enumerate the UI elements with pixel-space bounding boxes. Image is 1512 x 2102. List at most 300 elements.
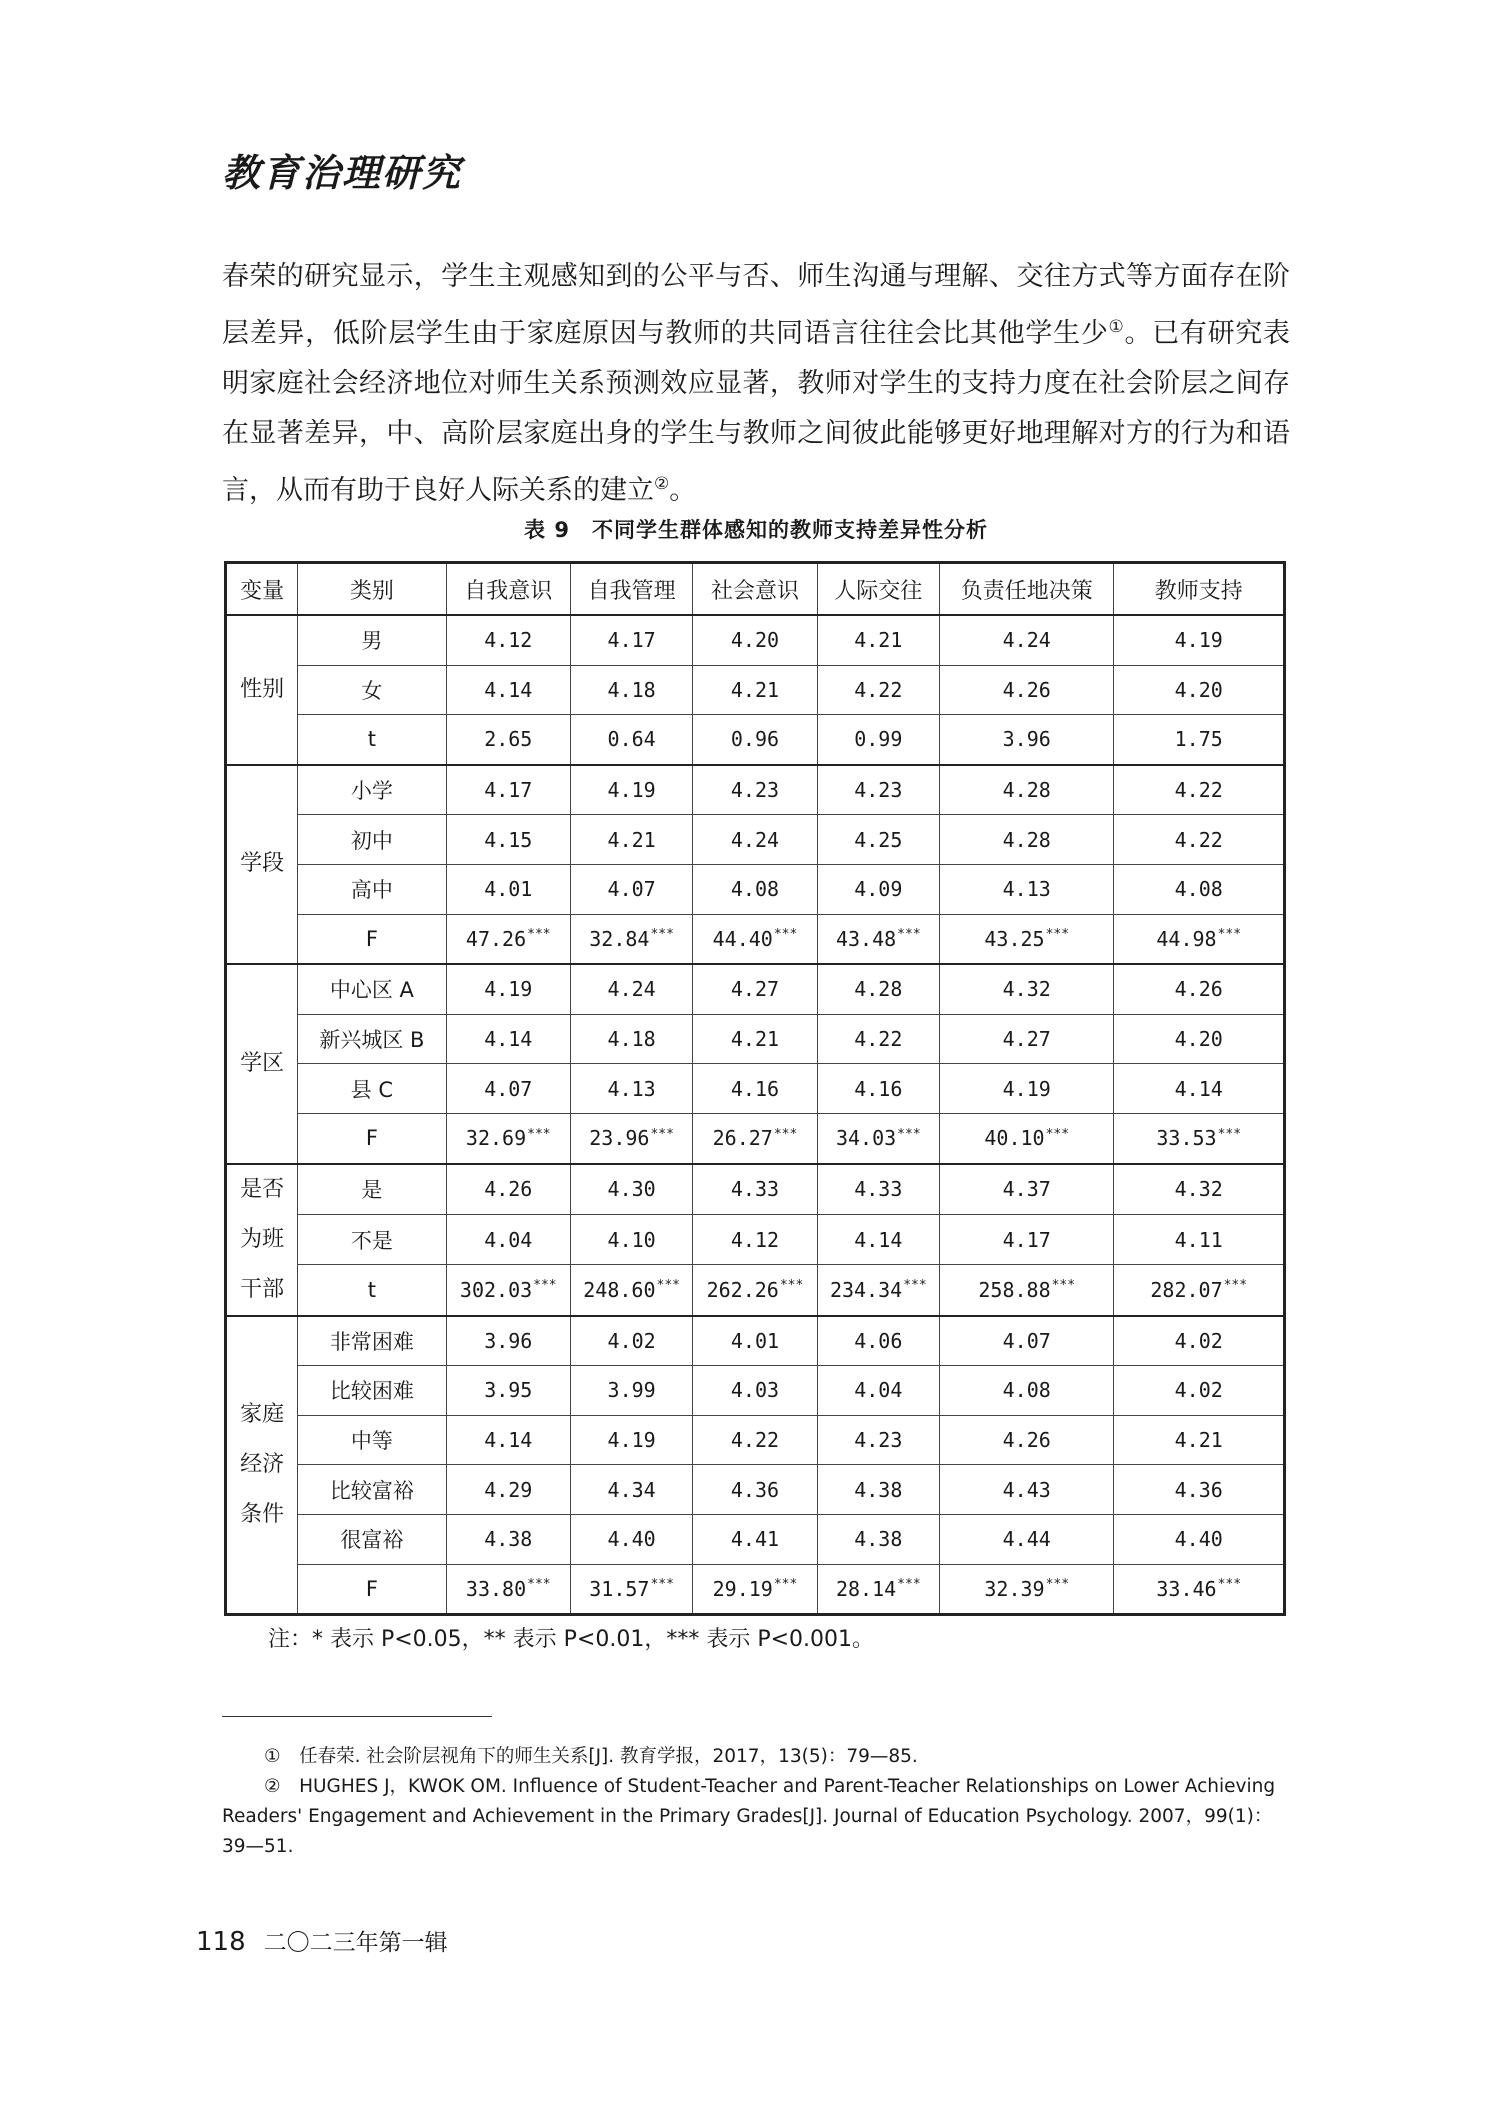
- value-cell: [693, 1164, 817, 1215]
- table-row: [226, 715, 1285, 765]
- value-cell: [570, 1465, 692, 1515]
- value-text: 28.14: [835, 1576, 897, 1601]
- value-cell: [1114, 964, 1285, 1014]
- value-cell: [446, 815, 570, 865]
- value-cell: [570, 1265, 692, 1316]
- significance-mark: ***: [773, 1577, 798, 1593]
- value-cell: [817, 914, 939, 964]
- value-cell: [817, 1514, 939, 1564]
- value-cell: [1114, 1316, 1285, 1366]
- table-row: [226, 615, 1285, 665]
- value-cell: [817, 1014, 939, 1064]
- value-text: 4.11: [1174, 1227, 1223, 1252]
- value-text: 4.10: [607, 1227, 656, 1252]
- value-text: 4.07: [1002, 1328, 1051, 1353]
- category-cell: 比较富裕: [298, 1465, 446, 1515]
- value-cell: [446, 1415, 570, 1465]
- value-text: 34.03: [835, 1126, 897, 1151]
- paragraph-text: 春荣的研究显示，学生主观感知到的公平与否、师生沟通与理解、交往方式等方面存在阶层差异，低阶层学生由于家庭原因与教师的共同语言往往会比其他学生少: [222, 261, 1290, 349]
- value-cell: [446, 1164, 570, 1215]
- value-text: 4.43: [1002, 1477, 1051, 1502]
- value-cell: [446, 1064, 570, 1114]
- table-row: [226, 1564, 1285, 1615]
- value-text: 4.18: [607, 677, 656, 702]
- value-text: 4.22: [854, 677, 903, 702]
- value-cell: [939, 1113, 1113, 1163]
- category-cell: 不是: [298, 1214, 446, 1264]
- value-text: 4.19: [1174, 628, 1223, 653]
- value-text: 4.13: [607, 1076, 656, 1101]
- value-cell: [446, 765, 570, 815]
- value-text: 4.36: [730, 1477, 780, 1502]
- value-text: 4.21: [607, 827, 656, 852]
- table-group: [226, 765, 1285, 964]
- table-row: [226, 1014, 1285, 1064]
- value-cell: [939, 665, 1113, 715]
- significance-mark: ***: [1051, 1278, 1076, 1294]
- table-row: [226, 1164, 1285, 1215]
- value-cell: [570, 1564, 692, 1615]
- value-text: 4.13: [1002, 877, 1051, 902]
- value-cell: [693, 1064, 817, 1114]
- value-text: 31.57: [589, 1576, 650, 1601]
- value-cell: [570, 864, 692, 914]
- value-text: 4.23: [854, 1428, 903, 1453]
- value-cell: [693, 1214, 817, 1264]
- value-cell: [1114, 1164, 1285, 1215]
- value-text: 4.20: [1174, 1027, 1223, 1052]
- value-text: 3.96: [1002, 727, 1051, 752]
- value-cell: [1114, 1415, 1285, 1465]
- category-cell: 男: [298, 615, 446, 665]
- value-text: 4.07: [607, 877, 656, 902]
- value-cell: [939, 765, 1113, 815]
- value-text: 4.04: [484, 1227, 533, 1252]
- variable-cell: 性别: [226, 615, 298, 765]
- value-text: 4.02: [1174, 1328, 1223, 1353]
- footnote-ref-1: ①: [1108, 317, 1125, 337]
- value-cell: [817, 1214, 939, 1264]
- value-text: 4.14: [1174, 1076, 1223, 1101]
- value-cell: [1114, 615, 1285, 665]
- value-text: 282.07: [1150, 1277, 1223, 1302]
- value-text: 4.09: [854, 877, 903, 902]
- table-row: [226, 864, 1285, 914]
- footnote-2: ② HUGHES J，KWOK OM. Influence of Student-Teacher and Parent-Teacher Relationships on Lower Achieving Readers' Engagement and Achievement in the Primary Grades[J]. Journal of Education Psychology. 2007，99(1)：39—51.: [222, 1776, 1276, 1857]
- value-text: 4.02: [607, 1328, 656, 1353]
- table-group: [226, 1316, 1285, 1615]
- column-header: 负责任地决策: [939, 563, 1113, 616]
- category-cell: F: [298, 1113, 446, 1163]
- column-header: 自我管理: [570, 563, 692, 616]
- value-cell: [939, 1014, 1113, 1064]
- value-text: 4.21: [730, 677, 780, 702]
- value-cell: [817, 864, 939, 914]
- value-cell: [693, 715, 817, 765]
- table-caption: 表 9 不同学生群体感知的教师支持差异性分析: [524, 518, 988, 542]
- value-cell: [1114, 1514, 1285, 1564]
- significance-mark: ***: [650, 1577, 674, 1593]
- value-text: 4.29: [484, 1477, 533, 1502]
- value-cell: [1114, 1113, 1285, 1163]
- value-text: 4.28: [854, 977, 903, 1002]
- body-paragraph: [222, 252, 1290, 516]
- value-text: 4.08: [1174, 877, 1223, 902]
- paragraph-text-cont: 。已有研究表明家庭社会经济地位对师生关系预测效应显著，教师对学生的支持力度在社会阶层之间存在显著差异，中、高阶层家庭出身的学生与教师之间彼此能够更好地理解对方的行为和语言，从而有助于良好人际关系的建立: [222, 318, 1291, 506]
- value-cell: [817, 1164, 939, 1215]
- value-cell: [817, 1265, 939, 1316]
- value-cell: [693, 615, 817, 665]
- category-cell: 小学: [298, 765, 446, 815]
- value-text: 4.28: [1002, 827, 1051, 852]
- value-text: 4.19: [607, 778, 656, 803]
- value-cell: [693, 815, 817, 865]
- value-text: 4.27: [730, 977, 780, 1002]
- significance-mark: ***: [1217, 1577, 1242, 1593]
- value-text: 4.19: [484, 977, 533, 1002]
- value-cell: [693, 1316, 817, 1366]
- value-text: 4.15: [484, 827, 533, 852]
- value-text: 4.14: [484, 1027, 533, 1052]
- significance-mark: ***: [779, 1278, 804, 1294]
- value-cell: [570, 1164, 692, 1215]
- value-text: 4.08: [1002, 1378, 1051, 1403]
- value-cell: [1114, 914, 1285, 964]
- variable-cell: 是否 为班 干部: [226, 1164, 298, 1316]
- value-text: 4.36: [1174, 1477, 1223, 1502]
- value-text: 44.98: [1156, 926, 1217, 951]
- significance-mark: ***: [1045, 1126, 1070, 1142]
- value-cell: [446, 1366, 570, 1416]
- table-row: [226, 964, 1285, 1014]
- value-text: 43.48: [835, 926, 897, 951]
- value-cell: [817, 1316, 939, 1366]
- value-text: 4.40: [607, 1527, 656, 1552]
- significance-mark: ***: [656, 1278, 680, 1294]
- value-text: 4.26: [1002, 677, 1051, 702]
- value-text: 4.06: [854, 1328, 903, 1353]
- value-cell: [1114, 1564, 1285, 1615]
- value-cell: [817, 964, 939, 1014]
- value-text: 32.84: [589, 926, 650, 951]
- value-cell: [817, 815, 939, 865]
- value-cell: [693, 1113, 817, 1163]
- table-group: [226, 615, 1285, 765]
- table-row: [226, 1064, 1285, 1114]
- value-cell: [817, 615, 939, 665]
- paragraph-text-end: 。: [669, 475, 697, 506]
- value-cell: [446, 1316, 570, 1366]
- value-text: 33.80: [465, 1576, 527, 1601]
- value-cell: [570, 665, 692, 715]
- value-text: 4.37: [1002, 1177, 1051, 1202]
- significance-mark: ***: [1045, 1577, 1070, 1593]
- column-header: 人际交往: [817, 563, 939, 616]
- value-cell: [1114, 665, 1285, 715]
- value-text: 248.60: [583, 1277, 656, 1302]
- category-cell: t: [298, 1265, 446, 1316]
- value-text: 4.12: [730, 1227, 780, 1252]
- value-cell: [693, 665, 817, 715]
- column-header: 自我意识: [446, 563, 570, 616]
- value-cell: [446, 1214, 570, 1264]
- significance-mark: ***: [1217, 1126, 1242, 1142]
- value-text: 4.44: [1002, 1527, 1051, 1552]
- significance-mark: ***: [533, 1278, 557, 1294]
- category-cell: 很富裕: [298, 1514, 446, 1564]
- value-text: 4.02: [1174, 1378, 1223, 1403]
- variable-cell: 学段: [226, 765, 298, 964]
- value-cell: [446, 665, 570, 715]
- value-text: 4.17: [484, 778, 533, 803]
- value-text: 302.03: [459, 1277, 533, 1302]
- value-cell: [817, 1064, 939, 1114]
- value-text: 4.19: [1002, 1076, 1051, 1101]
- category-cell: t: [298, 715, 446, 765]
- value-cell: [693, 1564, 817, 1615]
- value-text: 43.25: [984, 926, 1045, 951]
- value-cell: [939, 1564, 1113, 1615]
- value-cell: [570, 1415, 692, 1465]
- value-text: 4.20: [730, 628, 780, 653]
- value-cell: [1114, 765, 1285, 815]
- value-cell: [939, 1366, 1113, 1416]
- value-cell: [693, 864, 817, 914]
- significance-mark: ***: [650, 1126, 674, 1142]
- issue-label: 二〇二三年第一辑: [263, 1930, 448, 1956]
- table-row: [226, 1415, 1285, 1465]
- value-cell: [693, 1366, 817, 1416]
- value-text: 4.30: [607, 1177, 656, 1202]
- value-text: 4.12: [484, 628, 533, 653]
- significance-mark: ***: [527, 1577, 551, 1593]
- value-text: 4.23: [730, 778, 780, 803]
- value-cell: [939, 1316, 1113, 1366]
- significance-mark: ***: [897, 927, 921, 943]
- value-text: 4.08: [730, 877, 780, 902]
- value-text: 262.26: [706, 1277, 779, 1302]
- value-text: 4.25: [854, 827, 903, 852]
- value-cell: [1114, 1366, 1285, 1416]
- value-text: 4.32: [1174, 1177, 1223, 1202]
- value-text: 4.04: [854, 1378, 903, 1403]
- value-cell: [570, 715, 692, 765]
- value-cell: [446, 1514, 570, 1564]
- footnote-ref-2: ②: [654, 474, 670, 494]
- table-row: [226, 1265, 1285, 1316]
- value-cell: [939, 615, 1113, 665]
- footnote-1: ① 任春荣. 社会阶层视角下的师生关系[J]. 教育学报，2017，13(5)：79—85.: [264, 1746, 918, 1767]
- table-row: [226, 1316, 1285, 1366]
- value-cell: [446, 1014, 570, 1064]
- value-text: 4.22: [854, 1027, 903, 1052]
- column-header: 教师支持: [1114, 563, 1285, 616]
- value-text: 29.19: [712, 1576, 773, 1601]
- value-text: 4.03: [730, 1378, 780, 1403]
- value-cell: [817, 1465, 939, 1515]
- value-cell: [570, 1014, 692, 1064]
- value-text: 47.26: [465, 926, 527, 951]
- value-cell: [446, 1113, 570, 1163]
- value-cell: [446, 964, 570, 1014]
- table-row: [226, 1366, 1285, 1416]
- value-text: 3.99: [607, 1378, 656, 1403]
- table-row: [226, 765, 1285, 815]
- significance-mark: ***: [903, 1278, 927, 1294]
- value-text: 4.28: [1002, 778, 1051, 803]
- value-cell: [570, 615, 692, 665]
- value-cell: [570, 815, 692, 865]
- value-cell: [817, 1564, 939, 1615]
- value-text: 258.88: [978, 1277, 1051, 1302]
- value-cell: [939, 964, 1113, 1014]
- value-text: 4.22: [730, 1428, 780, 1453]
- category-cell: 比较困难: [298, 1366, 446, 1416]
- data-table: [224, 561, 1286, 1616]
- value-text: 2.65: [484, 727, 533, 752]
- footnotes: [222, 1742, 1290, 1862]
- value-cell: [693, 964, 817, 1014]
- category-cell: 高中: [298, 864, 446, 914]
- value-cell: [817, 1113, 939, 1163]
- significance-mark: ***: [650, 927, 674, 943]
- value-text: 4.19: [607, 1428, 656, 1453]
- value-text: 26.27: [712, 1126, 773, 1151]
- value-text: 4.33: [854, 1177, 903, 1202]
- column-header: 变量: [226, 563, 298, 616]
- value-text: 4.21: [854, 628, 903, 653]
- value-cell: [939, 864, 1113, 914]
- value-text: 4.14: [484, 1428, 533, 1453]
- value-text: 4.33: [730, 1177, 780, 1202]
- value-cell: [817, 1415, 939, 1465]
- value-cell: [817, 765, 939, 815]
- category-cell: 初中: [298, 815, 446, 865]
- value-text: 4.01: [484, 877, 533, 902]
- value-text: 4.01: [730, 1328, 780, 1353]
- value-cell: [570, 1514, 692, 1564]
- column-header: 社会意识: [693, 563, 817, 616]
- significance-mark: ***: [773, 1126, 798, 1142]
- value-text: 4.27: [1002, 1027, 1051, 1052]
- value-text: 4.14: [854, 1227, 903, 1252]
- footnote-divider: [222, 1716, 492, 1717]
- value-text: 4.38: [484, 1527, 533, 1552]
- value-text: 33.53: [1156, 1126, 1217, 1151]
- value-cell: [817, 1366, 939, 1416]
- value-text: 4.38: [854, 1527, 903, 1552]
- value-text: 4.17: [607, 628, 656, 653]
- table-group: [226, 964, 1285, 1163]
- significance-mark: ***: [527, 1126, 551, 1142]
- value-text: 4.18: [607, 1027, 656, 1052]
- value-cell: [939, 1265, 1113, 1316]
- value-cell: [1114, 864, 1285, 914]
- value-cell: [446, 615, 570, 665]
- value-text: 33.46: [1156, 1576, 1217, 1601]
- value-text: 4.34: [607, 1477, 656, 1502]
- value-text: 4.40: [1174, 1527, 1223, 1552]
- value-cell: [1114, 1014, 1285, 1064]
- value-text: 23.96: [589, 1126, 650, 1151]
- value-cell: [446, 1265, 570, 1316]
- value-text: 4.26: [1174, 977, 1223, 1002]
- value-cell: [1114, 1265, 1285, 1316]
- value-cell: [939, 914, 1113, 964]
- significance-mark: ***: [897, 1126, 921, 1142]
- value-cell: [939, 715, 1113, 765]
- table-row: [226, 1214, 1285, 1264]
- value-cell: [939, 1465, 1113, 1515]
- value-text: 40.10: [984, 1126, 1045, 1151]
- category-cell: 是: [298, 1164, 446, 1215]
- value-text: 4.16: [854, 1076, 903, 1101]
- variable-cell: 家庭 经济 条件: [226, 1316, 298, 1615]
- value-cell: [1114, 1465, 1285, 1515]
- value-cell: [570, 1316, 692, 1366]
- category-cell: 中心区 A: [298, 964, 446, 1014]
- value-cell: [693, 1465, 817, 1515]
- value-text: 0.64: [607, 727, 656, 752]
- column-header: 类别: [298, 563, 446, 616]
- value-text: 4.21: [730, 1027, 780, 1052]
- category-cell: F: [298, 914, 446, 964]
- value-text: 4.23: [854, 778, 903, 803]
- value-text: 4.24: [730, 827, 780, 852]
- table-row: [226, 815, 1285, 865]
- significance-mark: ***: [527, 927, 551, 943]
- variable-cell: 学区: [226, 964, 298, 1163]
- value-cell: [693, 1014, 817, 1064]
- table-note: 注：* 表示 P<0.05，** 表示 P<0.01，*** 表示 P<0.001。: [268, 1627, 875, 1652]
- value-cell: [570, 1214, 692, 1264]
- table-row: [226, 665, 1285, 715]
- value-cell: [570, 1366, 692, 1416]
- significance-mark: ***: [897, 1577, 921, 1593]
- value-cell: [570, 765, 692, 815]
- value-cell: [693, 1415, 817, 1465]
- value-cell: [570, 1113, 692, 1163]
- value-cell: [446, 715, 570, 765]
- table-row: [226, 1514, 1285, 1564]
- value-text: 3.95: [484, 1378, 533, 1403]
- significance-mark: ***: [1217, 927, 1242, 943]
- category-cell: 女: [298, 665, 446, 715]
- table-row: [226, 914, 1285, 964]
- category-cell: F: [298, 1564, 446, 1615]
- category-cell: 非常困难: [298, 1316, 446, 1366]
- value-cell: [939, 1064, 1113, 1114]
- significance-mark: ***: [773, 927, 798, 943]
- value-text: 0.96: [730, 727, 780, 752]
- category-cell: 县 C: [298, 1064, 446, 1114]
- value-cell: [570, 914, 692, 964]
- value-cell: [1114, 1064, 1285, 1114]
- value-cell: [1114, 715, 1285, 765]
- value-cell: [446, 1564, 570, 1615]
- value-text: 4.14: [484, 677, 533, 702]
- value-text: 0.99: [854, 727, 903, 752]
- value-text: 4.32: [1002, 977, 1051, 1002]
- value-cell: [693, 765, 817, 815]
- value-text: 4.38: [854, 1477, 903, 1502]
- value-text: 4.26: [484, 1177, 533, 1202]
- table-row: [226, 1113, 1285, 1163]
- journal-title: 教育治理研究: [222, 150, 463, 195]
- value-text: 4.21: [1174, 1428, 1223, 1453]
- significance-mark: ***: [1045, 927, 1070, 943]
- value-text: 4.26: [1002, 1428, 1051, 1453]
